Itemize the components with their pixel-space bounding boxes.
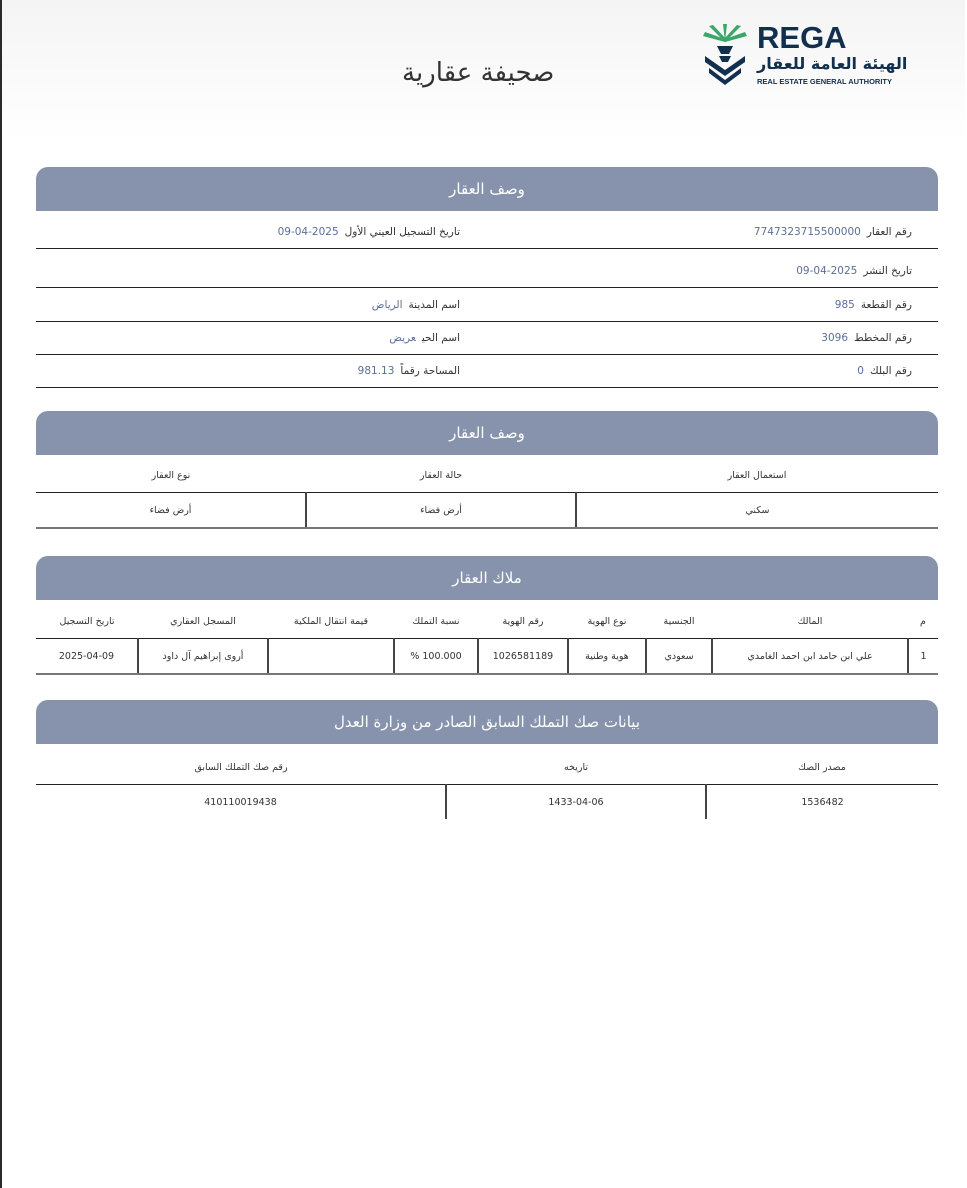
table-header: رقم الهوية bbox=[478, 604, 568, 639]
table-header: تاريخه bbox=[446, 750, 706, 785]
area-field: المساحة رقماً981.13 bbox=[357, 365, 460, 377]
section-previous-deed: بيانات صك التملك السابق الصادر من وزارة العدل bbox=[36, 700, 938, 744]
table-cell: أروى إبراهيم آل داود bbox=[138, 639, 268, 675]
info-row bbox=[36, 354, 938, 388]
owners-table bbox=[36, 604, 938, 675]
logo-arabic-name: الهيئة العامة للعقار bbox=[757, 54, 908, 73]
table-cell: 1026581189 bbox=[478, 639, 568, 675]
table-header: قيمة انتقال الملكية bbox=[268, 604, 394, 639]
publish-date-field: تاريخ النشر2025-04-09 bbox=[796, 265, 912, 277]
district-name-field: اسم الحيعريض bbox=[389, 332, 460, 344]
logo-rega-text: REGA bbox=[757, 20, 847, 55]
table-row bbox=[36, 493, 938, 529]
table-header: استعمال العقار bbox=[576, 458, 938, 493]
table-cell: 410110019438 bbox=[36, 785, 446, 820]
table-header: المالك bbox=[712, 604, 908, 639]
table-row bbox=[36, 785, 938, 820]
table-header: نوع العقار bbox=[36, 458, 306, 493]
info-row bbox=[36, 254, 938, 288]
table-header: رقم صك التملك السابق bbox=[36, 750, 446, 785]
logo-english-name: REAL ESTATE GENERAL AUTHORITY bbox=[757, 77, 893, 86]
table-cell: أرض فضاء bbox=[36, 493, 306, 529]
scheme-number-field: رقم المخطط3096 bbox=[821, 332, 912, 344]
table-header: المسجل العقاري bbox=[138, 604, 268, 639]
table-header: تاريخ التسجيل bbox=[36, 604, 138, 639]
table-cell: % 100.000 bbox=[394, 639, 478, 675]
rega-logo bbox=[699, 20, 931, 92]
previous-deed-table bbox=[36, 750, 938, 819]
section-property-owners: ملاك العقار bbox=[36, 556, 938, 600]
table-header: نوع الهوية bbox=[568, 604, 646, 639]
table-cell: 1536482 bbox=[801, 796, 844, 808]
table-cell: 2025-04-09 bbox=[36, 639, 138, 675]
table-cell: 1433-04-06 bbox=[446, 785, 706, 820]
plot-number-field: رقم القطعة985 bbox=[834, 299, 912, 311]
table-cell: علي ابن حامد ابن احمد الغامدي bbox=[712, 639, 908, 675]
palm-logo-icon bbox=[699, 22, 751, 90]
info-row bbox=[36, 215, 938, 249]
table-cell: هوية وطنية bbox=[568, 639, 646, 675]
city-name-field: اسم المدينةالرياض bbox=[371, 299, 460, 311]
property-number-field: رقم العقار7747323715500000 bbox=[753, 226, 912, 238]
table-header: م bbox=[908, 604, 938, 639]
table-header: مصدر الصك bbox=[706, 750, 938, 785]
block-number-field: رقم البلك0 bbox=[857, 365, 912, 377]
table-row bbox=[36, 639, 938, 675]
section-property-usage: وصف العقار bbox=[36, 411, 938, 455]
property-usage-table bbox=[36, 458, 938, 529]
table-header: الجنسية bbox=[646, 604, 712, 639]
table-cell: أرض فضاء bbox=[306, 493, 576, 529]
page-title: صحيفة عقارية bbox=[402, 58, 555, 88]
first-registration-date-field: تاريخ التسجيل العيني الأول2025-04-09 bbox=[277, 226, 460, 238]
table-cell: 1 bbox=[908, 639, 938, 675]
section-property-description: وصف العقار bbox=[36, 167, 938, 211]
info-row bbox=[36, 288, 938, 322]
table-header: حالة العقار bbox=[306, 458, 576, 493]
info-row bbox=[36, 321, 938, 355]
empty-field bbox=[454, 254, 460, 288]
table-cell: سكني bbox=[576, 493, 938, 529]
table-cell bbox=[268, 639, 394, 675]
table-cell: سعودي bbox=[646, 639, 712, 675]
table-header: نسبة التملك bbox=[394, 604, 478, 639]
